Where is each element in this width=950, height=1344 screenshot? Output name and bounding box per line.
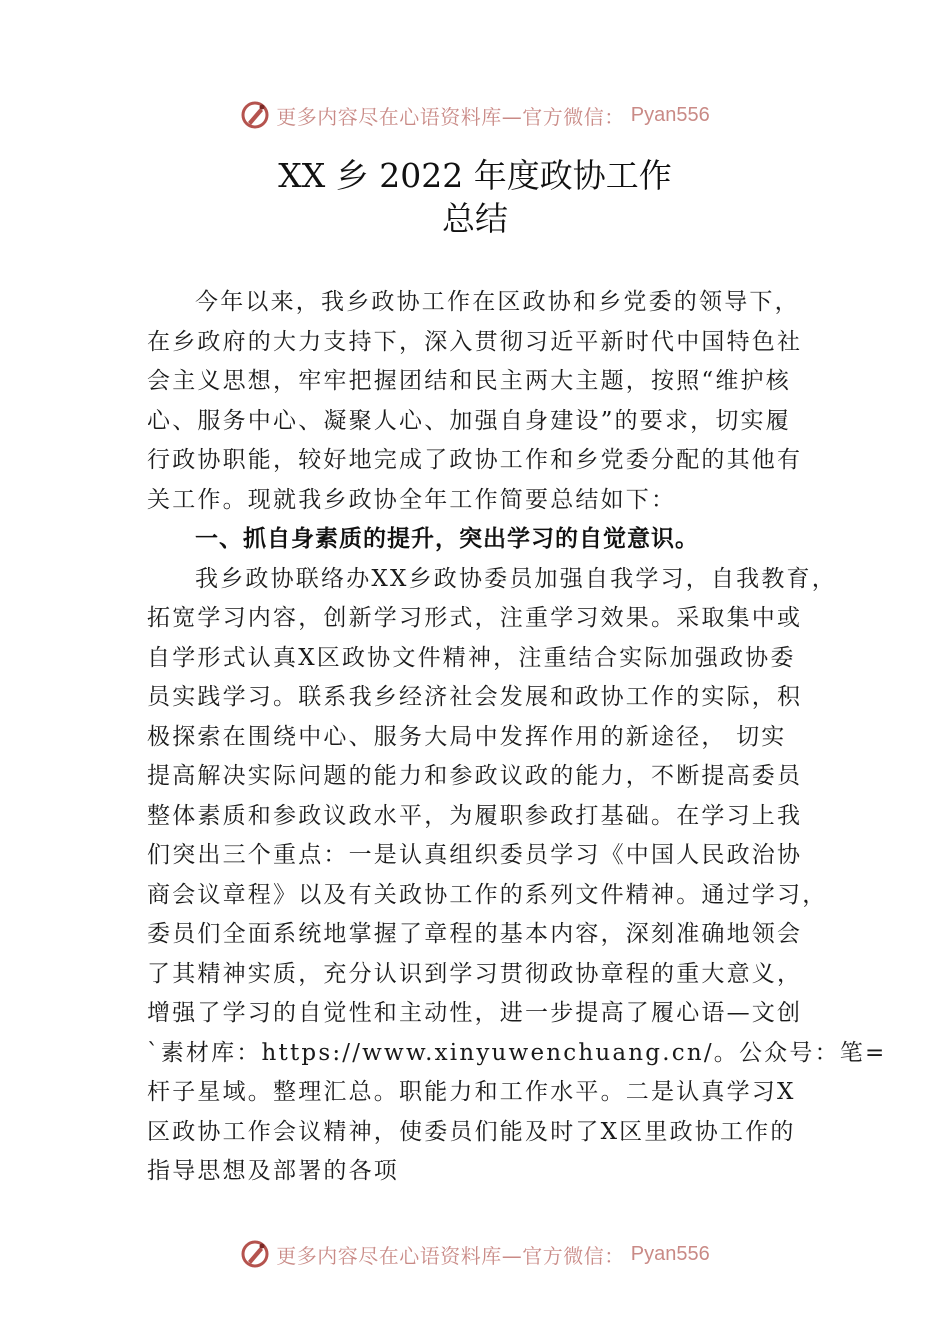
banner-text: 更多内容尽在心语资料库—官方微信： bbox=[276, 1243, 625, 1268]
paragraph-line: 区政协工作会议精神，使委员们能及时了X区里政协工作的 bbox=[147, 1118, 796, 1145]
paragraph-line: 在乡政府的大力支持下，深入贯彻习近平新时代中国特色社 bbox=[147, 328, 803, 355]
banner-text: 更多内容尽在心语资料库—官方微信： bbox=[276, 104, 625, 129]
footer-banner bbox=[0, 1234, 950, 1274]
paragraph-line: 整体素质和参政议政水平，为履职参政打基础。在学习上我 bbox=[147, 802, 803, 829]
paragraph-line: 关工作。现就我乡政协全年工作简要总结如下： bbox=[147, 486, 677, 513]
document-body bbox=[147, 283, 887, 1192]
paragraph-line: 今年以来，我乡政协工作在区政协和乡党委的领导下， bbox=[195, 289, 800, 315]
paragraph-line: 增强了学习的自觉性和主动性，进一步提高了履心语—文创 bbox=[147, 1000, 803, 1026]
paragraph-line: 委员们全面系统地掌握了章程的基本内容，深刻准确地领会 bbox=[147, 921, 803, 947]
paragraph-line: 们突出三个重点：一是认真组织委员学习《中国人民政治协 bbox=[147, 842, 803, 868]
paragraph-line: 心、服务中心、凝聚人心、加强自身建设”的要求，切实履 bbox=[147, 407, 791, 434]
paragraph-line: `素材库：https://www.xinyuwenchuang.cn/。公众号：笔= bbox=[147, 1039, 887, 1066]
paragraph-line: 自学形式认真X区政协文件精神，注重结合实际加强政协委 bbox=[147, 644, 796, 671]
paragraph-line: 了其精神实质，充分认识到学习贯彻政协章程的重大意义， bbox=[147, 960, 803, 987]
pen-logo-icon bbox=[240, 100, 270, 130]
paragraph-line: 极探索在围绕中心、服务大局中发挥作用的新途径， 切实 bbox=[147, 723, 787, 750]
document-title: XX 乡 2022 年度政协工作 bbox=[278, 156, 672, 195]
paragraph-line: 拓宽学习内容，创新学习形式，注重学习效果。采取集中或 bbox=[147, 605, 803, 631]
section-heading: 一、抓自身素质的提升，突出学习的自觉意识。 bbox=[195, 526, 699, 552]
paragraph-line: 我乡政协联络办XX乡政协委员加强自我学习，自我教育， bbox=[195, 565, 837, 592]
paragraph-line: 杆子星域。整理汇总。职能力和工作水平。二是认真学习X bbox=[147, 1079, 796, 1105]
paragraph-line: 指导思想及部署的各项 bbox=[147, 1158, 399, 1184]
paragraph-line: 会主义思想，牢牢把握团结和民主两大主题，按照“维护核 bbox=[147, 368, 791, 394]
document-title-line2: 总结 bbox=[442, 199, 508, 238]
header-banner bbox=[0, 95, 950, 135]
pen-logo-icon bbox=[240, 1239, 270, 1269]
paragraph-line: 行政协职能，较好地完成了政协工作和乡党委分配的其他有 bbox=[147, 447, 803, 473]
wechat-id: Pyan556 bbox=[630, 103, 710, 126]
paragraph-line: 员实践学习。联系我乡经济社会发展和政协工作的实际，积 bbox=[147, 684, 803, 710]
paragraph-line: 商会议章程》以及有关政协工作的系列文件精神。通过学习， bbox=[147, 881, 828, 908]
wechat-id: Pyan556 bbox=[630, 1242, 710, 1265]
paragraph-line: 提高解决实际问题的能力和参政议政的能力，不断提高委员 bbox=[147, 763, 803, 789]
